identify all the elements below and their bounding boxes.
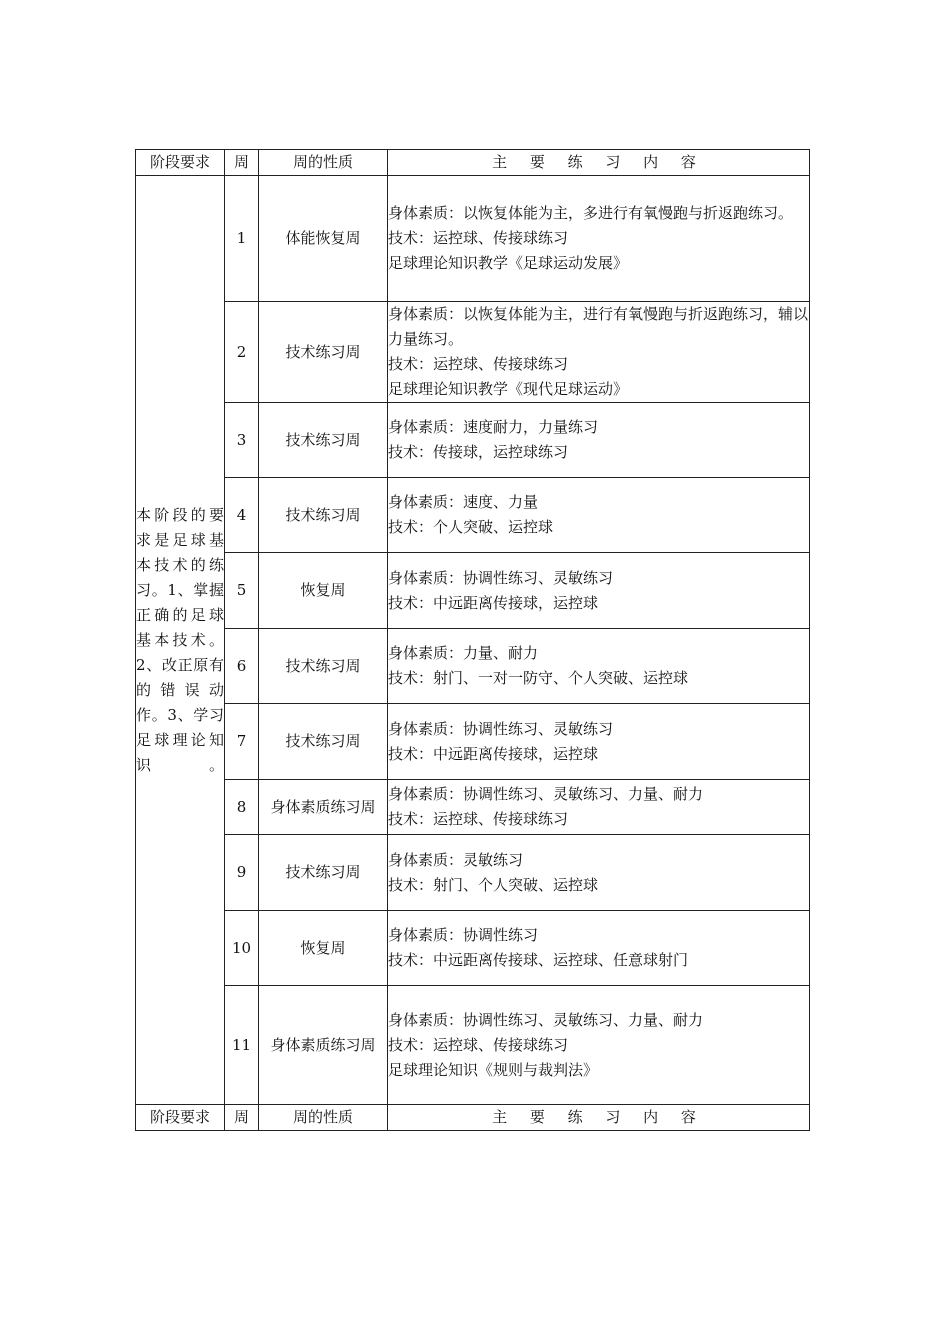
week-nature: 技术练习周 bbox=[259, 403, 388, 478]
table-row bbox=[136, 780, 810, 835]
week-content bbox=[388, 835, 810, 911]
table-row bbox=[136, 403, 810, 478]
table-row bbox=[136, 553, 810, 629]
week-content bbox=[388, 176, 810, 302]
content-line: 身体素质：以恢复体能为主，进行有氧慢跑与折返跑练习，辅以力量练习。 bbox=[388, 305, 809, 348]
header-week: 周 bbox=[225, 150, 259, 176]
table-row bbox=[136, 835, 810, 911]
week-nature: 技术练习周 bbox=[259, 835, 388, 911]
content-line: 身体素质：协调性练习、灵敏练习、力量、耐力 bbox=[388, 1010, 704, 1029]
week-nature: 技术练习周 bbox=[259, 704, 388, 780]
week-content bbox=[388, 780, 810, 835]
content-line: 技术：个人突破、运控球 bbox=[388, 518, 554, 536]
week-content bbox=[388, 911, 810, 986]
content-line: 技术：运控球、传接球练习 bbox=[388, 1035, 569, 1054]
week-content bbox=[388, 629, 810, 704]
content-line: 技术：射门、个人突破、运控球 bbox=[388, 875, 599, 894]
stage-requirement-text: 本阶段的要求是足球基本技术的练习。1、掌握正确的足球基本技术。2、改正原有的错误动作。3、学习足球理论知识。 bbox=[136, 505, 224, 774]
week-content bbox=[388, 553, 810, 629]
header-content: 主 要 练 习 内 容 bbox=[388, 1105, 810, 1131]
week-number: 3 bbox=[225, 403, 259, 478]
week-content bbox=[388, 302, 810, 403]
week-number: 8 bbox=[225, 780, 259, 835]
week-number: 11 bbox=[225, 986, 259, 1105]
week-number: 1 bbox=[225, 176, 259, 302]
content-line: 技术：中远距离传接球，运控球 bbox=[388, 744, 599, 763]
training-plan-table bbox=[135, 149, 810, 1105]
content-line: 身体素质：速度、力量 bbox=[388, 493, 539, 511]
table-header-row bbox=[136, 1105, 810, 1131]
table-row bbox=[136, 176, 810, 302]
week-number: 10 bbox=[225, 911, 259, 986]
content-line: 技术：中远距离传接球、运控球、任意球射门 bbox=[388, 951, 689, 969]
header-stage: 阶段要求 bbox=[136, 1105, 225, 1131]
week-content bbox=[388, 704, 810, 780]
content-line: 身体素质：以恢复体能为主，多进行有氧慢跑与折返跑练习。 bbox=[388, 204, 794, 222]
table-row bbox=[136, 986, 810, 1105]
week-number: 4 bbox=[225, 478, 259, 553]
header-content: 主 要 练 习 内 容 bbox=[388, 150, 810, 176]
week-nature: 技术练习周 bbox=[259, 629, 388, 704]
stage-requirement-cell bbox=[136, 176, 225, 1105]
content-line: 技术：中远距离传接球，运控球 bbox=[388, 593, 599, 612]
content-line: 足球理论知识教学《足球运动发展》 bbox=[388, 254, 629, 272]
table-row bbox=[136, 302, 810, 403]
content-line: 足球理论知识《规则与裁判法》 bbox=[388, 1060, 599, 1079]
week-nature: 身体素质练习周 bbox=[259, 986, 388, 1105]
header-stage: 阶段要求 bbox=[136, 150, 225, 176]
week-nature: 恢复周 bbox=[259, 553, 388, 629]
content-line: 身体素质：协调性练习、灵敏练习 bbox=[388, 568, 614, 587]
week-number: 9 bbox=[225, 835, 259, 911]
week-number: 5 bbox=[225, 553, 259, 629]
week-nature: 身体素质练习周 bbox=[259, 780, 388, 835]
week-content bbox=[388, 478, 810, 553]
content-line: 身体素质：协调性练习 bbox=[388, 926, 539, 944]
content-line: 身体素质：协调性练习、灵敏练习 bbox=[388, 719, 614, 738]
week-content bbox=[388, 986, 810, 1105]
content-line: 技术：运控球、传接球练习 bbox=[388, 810, 569, 828]
table-row bbox=[136, 911, 810, 986]
content-line: 足球理论知识教学《现代足球运动》 bbox=[388, 380, 629, 398]
week-number: 2 bbox=[225, 302, 259, 403]
week-content bbox=[388, 403, 810, 478]
continuation-table-header bbox=[135, 1104, 810, 1131]
week-nature: 体能恢复周 bbox=[259, 176, 388, 302]
table-row bbox=[136, 478, 810, 553]
content-line: 身体素质：速度耐力，力量练习 bbox=[388, 418, 599, 436]
header-nature: 周的性质 bbox=[259, 1105, 388, 1131]
content-line: 身体素质：力量、耐力 bbox=[388, 644, 539, 662]
header-nature: 周的性质 bbox=[259, 150, 388, 176]
week-number: 6 bbox=[225, 629, 259, 704]
table-header-row bbox=[136, 150, 810, 176]
week-nature: 技术练习周 bbox=[259, 478, 388, 553]
content-line: 技术：传接球，运控球练习 bbox=[388, 443, 569, 461]
content-line: 身体素质：协调性练习、灵敏练习、力量、耐力 bbox=[388, 785, 704, 803]
table-row bbox=[136, 629, 810, 704]
content-line: 身体素质：灵敏练习 bbox=[388, 850, 524, 869]
content-line: 技术：射门、一对一防守、个人突破、运控球 bbox=[388, 669, 689, 687]
header-week: 周 bbox=[225, 1105, 259, 1131]
week-number: 7 bbox=[225, 704, 259, 780]
table-row bbox=[136, 704, 810, 780]
content-line: 技术：运控球、传接球练习 bbox=[388, 229, 569, 247]
content-line: 技术：运控球、传接球练习 bbox=[388, 355, 569, 373]
week-nature: 恢复周 bbox=[259, 911, 388, 986]
week-nature: 技术练习周 bbox=[259, 302, 388, 403]
